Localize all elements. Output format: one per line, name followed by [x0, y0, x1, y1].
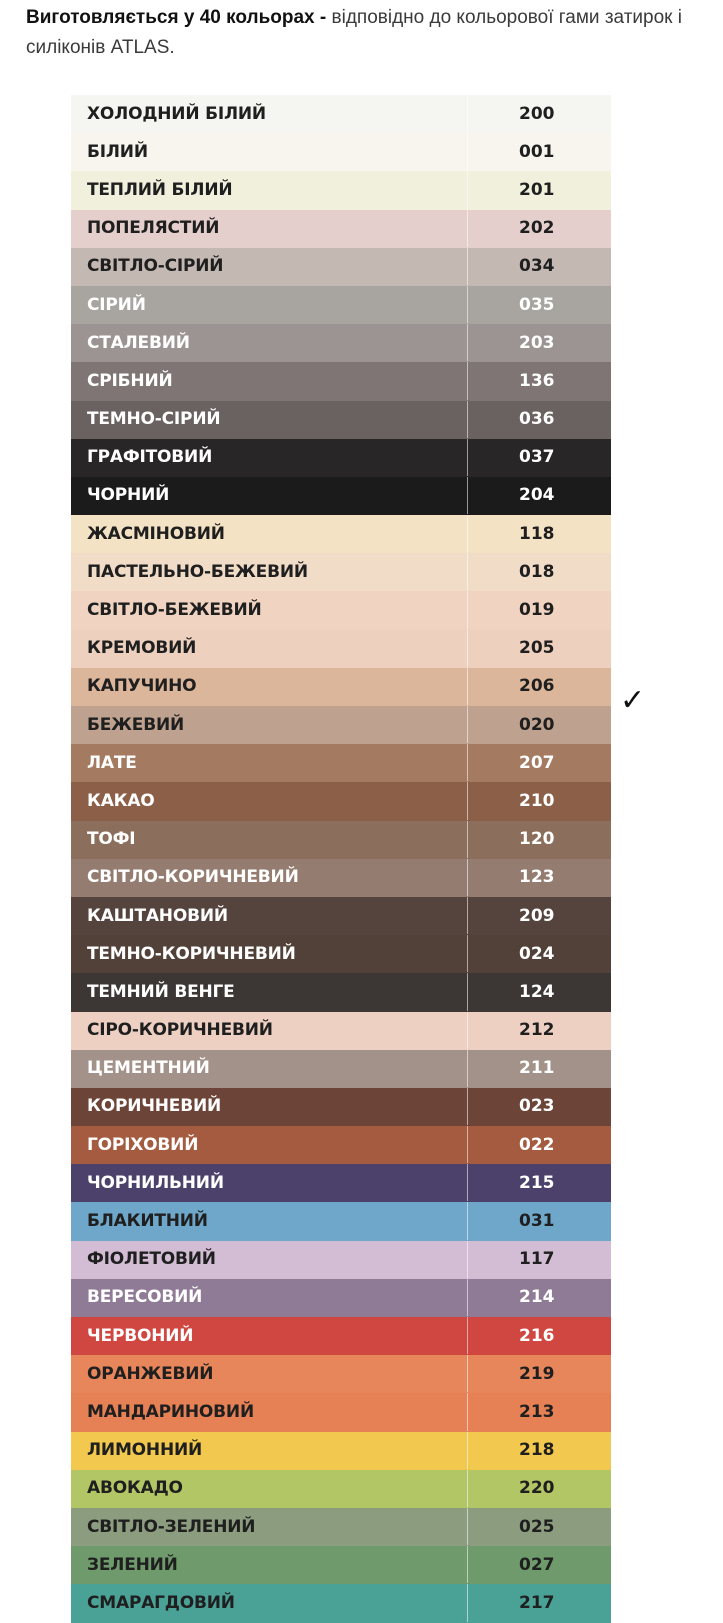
color-name: СМАРАГДОВИЙ — [87, 1592, 235, 1613]
color-code: 027 — [519, 1554, 555, 1575]
color-row — [71, 210, 611, 248]
color-name: ЗЕЛЕНИЙ — [87, 1554, 178, 1575]
color-code: 124 — [519, 981, 555, 1002]
column-divider — [467, 1241, 468, 1278]
color-name: КАШТАНОВИЙ — [87, 905, 228, 926]
color-row — [71, 630, 611, 668]
column-divider — [467, 362, 468, 399]
color-name: ЧЕРВОНИЙ — [87, 1325, 194, 1346]
color-row — [71, 821, 611, 859]
color-code: 020 — [519, 714, 555, 735]
column-divider — [467, 1126, 468, 1163]
color-row — [71, 477, 611, 515]
color-row — [71, 973, 611, 1011]
color-name: СВІТЛО-ЗЕЛЕНИЙ — [87, 1516, 256, 1537]
color-code: 219 — [519, 1363, 555, 1384]
color-code: 023 — [519, 1096, 555, 1117]
color-code: 036 — [519, 409, 555, 430]
color-row — [71, 1050, 611, 1088]
intro-text — [26, 3, 686, 63]
intro-bold: Виготовляється у 40 кольорах - — [26, 7, 327, 28]
color-name: ГРАФІТОВИЙ — [87, 447, 213, 468]
color-code: 117 — [519, 1249, 555, 1270]
column-divider — [467, 324, 468, 361]
color-row — [71, 1279, 611, 1317]
color-name: БІЛИЙ — [87, 141, 148, 162]
color-name: ГОРІХОВИЙ — [87, 1134, 199, 1155]
column-divider — [467, 1508, 468, 1545]
color-code: 210 — [519, 790, 555, 811]
column-divider — [467, 668, 468, 705]
color-row — [71, 171, 611, 209]
color-name: СВІТЛО-КОРИЧНЕВИЙ — [87, 867, 299, 888]
color-name: КАПУЧИНО — [87, 676, 197, 697]
column-divider — [467, 248, 468, 285]
column-divider — [467, 973, 468, 1010]
color-name: СІРО-КОРИЧНЕВИЙ — [87, 1020, 273, 1041]
color-code: 035 — [519, 294, 555, 315]
column-divider — [467, 1279, 468, 1316]
color-code: 037 — [519, 447, 555, 468]
color-row — [71, 1432, 611, 1470]
color-row — [71, 324, 611, 362]
color-name: ЦЕМЕНТНИЙ — [87, 1058, 210, 1079]
column-divider — [467, 1546, 468, 1583]
color-name: СТАЛЕВИЙ — [87, 332, 190, 353]
color-code: 025 — [519, 1516, 555, 1537]
color-row — [71, 1241, 611, 1279]
color-row — [71, 897, 611, 935]
color-row — [71, 782, 611, 820]
color-code: 212 — [519, 1020, 555, 1041]
color-row — [71, 515, 611, 553]
column-divider — [467, 1355, 468, 1392]
color-code: 214 — [519, 1287, 555, 1308]
color-row — [71, 95, 611, 133]
color-name: КАКАО — [87, 790, 155, 811]
color-name: ТЕПЛИЙ БІЛИЙ — [87, 179, 233, 200]
column-divider — [467, 286, 468, 323]
column-divider — [467, 1317, 468, 1354]
color-name: ЛАТЕ — [87, 752, 137, 773]
color-code: 209 — [519, 905, 555, 926]
column-divider — [467, 859, 468, 896]
color-name: ЛИМОННИЙ — [87, 1440, 203, 1461]
color-name: ХОЛОДНИЙ БІЛИЙ — [87, 103, 266, 124]
color-code: 136 — [519, 370, 555, 391]
color-name: БЛАКИТНИЙ — [87, 1211, 208, 1232]
color-row — [71, 248, 611, 286]
color-code: 118 — [519, 523, 555, 544]
intro-rest: відповідно до кольорової гами затирок і силіконів ATLAS. — [26, 7, 682, 58]
column-divider — [467, 133, 468, 170]
checkmark-icon: ✓ — [620, 683, 646, 718]
column-divider — [467, 1088, 468, 1125]
color-name: МАНДАРИНОВИЙ — [87, 1401, 254, 1422]
color-row — [71, 1202, 611, 1240]
color-name: СВІТЛО-СІРИЙ — [87, 256, 224, 277]
color-row — [71, 439, 611, 477]
color-name: ТОФІ — [87, 829, 136, 850]
color-name: СВІТЛО-БЕЖЕВИЙ — [87, 600, 262, 621]
column-divider — [467, 897, 468, 934]
color-row — [71, 1584, 611, 1622]
column-divider — [467, 171, 468, 208]
color-row — [71, 706, 611, 744]
column-divider — [467, 515, 468, 552]
color-code: 200 — [519, 103, 555, 124]
color-row — [71, 859, 611, 897]
column-divider — [467, 553, 468, 590]
column-divider — [467, 744, 468, 781]
column-divider — [467, 1432, 468, 1469]
color-row — [71, 1164, 611, 1202]
color-name: ВЕРЕСОВИЙ — [87, 1287, 203, 1308]
column-divider — [467, 401, 468, 438]
color-row — [71, 553, 611, 591]
column-divider — [467, 1164, 468, 1201]
color-row — [71, 1126, 611, 1164]
color-row — [71, 1317, 611, 1355]
color-name: КРЕМОВИЙ — [87, 638, 197, 659]
color-row — [71, 1508, 611, 1546]
column-divider — [467, 1393, 468, 1430]
column-divider — [467, 706, 468, 743]
color-name: ТЕМНО-СІРИЙ — [87, 409, 221, 430]
color-name: ФІОЛЕТОВИЙ — [87, 1249, 216, 1270]
color-code: 123 — [519, 867, 555, 888]
color-row — [71, 1393, 611, 1431]
color-row — [71, 1546, 611, 1584]
color-row — [71, 935, 611, 973]
color-code: 211 — [519, 1058, 555, 1079]
color-row — [71, 744, 611, 782]
color-name: СРІБНИЙ — [87, 370, 173, 391]
color-code: 205 — [519, 638, 555, 659]
column-divider — [467, 935, 468, 972]
color-code: 213 — [519, 1401, 555, 1422]
column-divider — [467, 630, 468, 667]
color-code: 202 — [519, 218, 555, 239]
color-name: АВОКАДО — [87, 1478, 183, 1499]
column-divider — [467, 439, 468, 476]
color-table — [71, 95, 611, 1623]
color-code: 215 — [519, 1172, 555, 1193]
color-code: 204 — [519, 485, 555, 506]
color-row — [71, 133, 611, 171]
color-code: 220 — [519, 1478, 555, 1499]
color-code: 031 — [519, 1211, 555, 1232]
color-code: 034 — [519, 256, 555, 277]
column-divider — [467, 821, 468, 858]
color-row — [71, 1012, 611, 1050]
color-code: 022 — [519, 1134, 555, 1155]
color-name: ОРАНЖЕВИЙ — [87, 1363, 214, 1384]
color-row — [71, 591, 611, 629]
color-name: БЕЖЕВИЙ — [87, 714, 185, 735]
color-name: ЧОРНИЙ — [87, 485, 170, 506]
color-code: 217 — [519, 1592, 555, 1613]
color-name: ТЕМНИЙ ВЕНГЕ — [87, 981, 235, 1002]
color-code: 203 — [519, 332, 555, 353]
color-row — [71, 1088, 611, 1126]
column-divider — [467, 1584, 468, 1621]
color-name: ТЕМНО-КОРИЧНЕВИЙ — [87, 943, 296, 964]
column-divider — [467, 95, 468, 132]
color-name: ЧОРНИЛЬНИЙ — [87, 1172, 224, 1193]
color-row — [71, 1470, 611, 1508]
color-name: СІРИЙ — [87, 294, 146, 315]
color-code: 206 — [519, 676, 555, 697]
color-name: ПОПЕЛЯСТИЙ — [87, 218, 220, 239]
color-row — [71, 668, 611, 706]
color-row — [71, 1355, 611, 1393]
color-name: КОРИЧНЕВИЙ — [87, 1096, 222, 1117]
column-divider — [467, 1012, 468, 1049]
column-divider — [467, 1202, 468, 1239]
color-name: ЖАСМІНОВИЙ — [87, 523, 225, 544]
column-divider — [467, 591, 468, 628]
color-code: 207 — [519, 752, 555, 773]
color-code: 201 — [519, 179, 555, 200]
column-divider — [467, 782, 468, 819]
color-code: 019 — [519, 600, 555, 621]
column-divider — [467, 1470, 468, 1507]
color-code: 218 — [519, 1440, 555, 1461]
color-code: 001 — [519, 141, 555, 162]
color-code: 018 — [519, 561, 555, 582]
color-row — [71, 362, 611, 400]
color-code: 216 — [519, 1325, 555, 1346]
column-divider — [467, 1050, 468, 1087]
color-name: ПАСТЕЛЬНО-БЕЖЕВИЙ — [87, 561, 308, 582]
column-divider — [467, 210, 468, 247]
color-row — [71, 401, 611, 439]
color-code: 120 — [519, 829, 555, 850]
color-row — [71, 286, 611, 324]
column-divider — [467, 477, 468, 514]
color-code: 024 — [519, 943, 555, 964]
